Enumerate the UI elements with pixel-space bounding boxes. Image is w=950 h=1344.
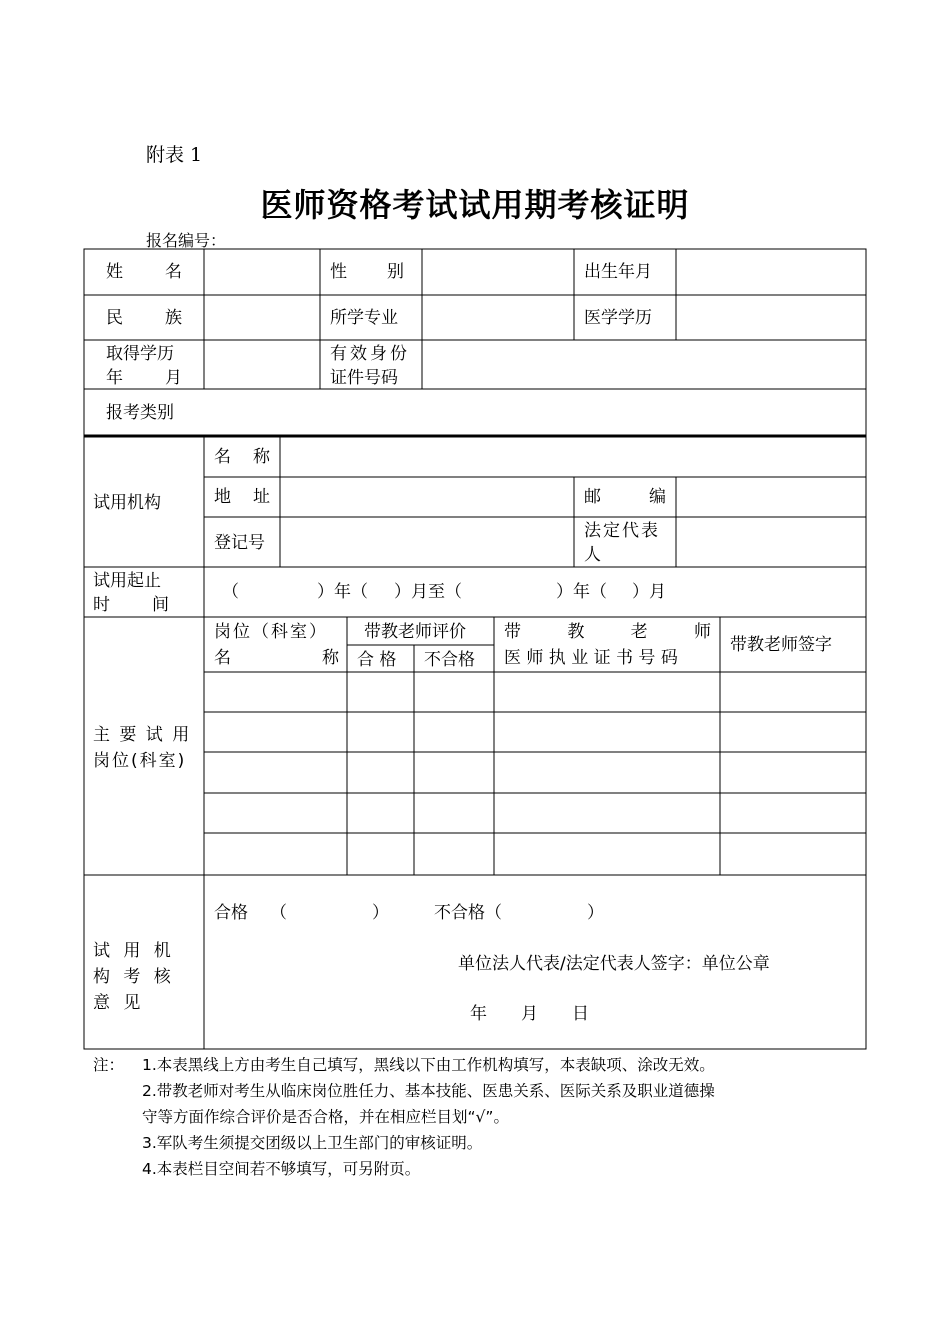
note-item: 4.本表栏目空间若不够填写，可另附页。 (142, 1160, 421, 1178)
education-date-label-line1: 取得学历 (106, 344, 174, 364)
exam-category-field[interactable] (206, 391, 864, 434)
note-item: 守等方面作综合评价是否合格，并在相应栏目划“√”。 (142, 1108, 509, 1126)
main-posts-label: 主 要 试 用 岗位(科室) (93, 725, 192, 771)
institution-name-field[interactable] (282, 439, 864, 475)
postcode-label: 邮 编 (584, 487, 666, 507)
institution-address-label: 地 址 (214, 487, 270, 507)
fail-column-header: 不合格 (424, 650, 475, 670)
opinion-label: 试 用 机 构 考 核 意 见 (93, 941, 175, 1013)
note-item: 3.军队考生须提交团级以上卫生部门的审核证明。 (142, 1134, 483, 1152)
education-date-field[interactable] (206, 342, 318, 387)
major-label: 所学专业 (330, 308, 398, 328)
gender-field[interactable] (424, 252, 572, 292)
note-item: 2.带教老师对考生从临床岗位胜任力、基本技能、医患关系、医际关系及职业道德操 (142, 1082, 715, 1100)
signature-stamp-label: 单位法人代表/法定代表人签字：单位公章 (458, 954, 770, 974)
teacher-signature-header: 带教老师签字 (730, 635, 832, 655)
attachment-label: 附表 1 (146, 144, 203, 166)
birth-date-label: 出生年月 (584, 262, 652, 282)
id-number-label-line2: 证件号码 (330, 368, 398, 388)
institution-address-field[interactable] (282, 479, 572, 515)
ethnicity-field[interactable] (206, 297, 318, 338)
institution-label: 试用机构 (93, 493, 161, 513)
ethnicity-label: 民 族 (106, 308, 182, 328)
legal-representative-label: 法定代表人 (584, 521, 660, 565)
id-number-field[interactable] (424, 342, 864, 387)
registration-field[interactable] (282, 519, 572, 565)
period-label-line2: 时 间 (93, 595, 169, 615)
registration-number-label: 报名编号： (146, 231, 227, 250)
pass-checkbox[interactable]: （ ） (270, 903, 389, 923)
id-number-label-line1: 有效身份 (330, 344, 410, 364)
period-text-4: ）年（ (556, 582, 607, 602)
cert-column-header-line2: 医 师 执 业 证 书 号 码 (504, 648, 678, 668)
note-item: 1.本表黑线上方由考生自己填写，黑线以下由工作机构填写，本表缺项、涂改无效。 (142, 1056, 715, 1074)
teacher-eval-header: 带教老师评价 (364, 622, 466, 642)
period-text-2: ）年（ (317, 582, 368, 602)
date-label: 年 月 日 (470, 1004, 589, 1024)
name-label: 姓 名 (106, 262, 182, 282)
fail-option[interactable]: 不合格（ ） (434, 903, 604, 923)
education-date-label-line2: 年 月 (106, 368, 182, 388)
page-title: 医师资格考试试用期考核证明 (260, 186, 690, 224)
post-column-header-line1: 岗位（科室） (214, 622, 328, 642)
name-field[interactable] (206, 252, 318, 292)
notes-label: 注： (93, 1056, 125, 1074)
legal-representative-field[interactable] (678, 519, 864, 565)
period-text-1: （ (222, 582, 239, 602)
institution-name-label: 名 称 (214, 447, 270, 467)
period-label-line1: 试用起止 (93, 571, 161, 591)
major-field[interactable] (424, 297, 572, 338)
cert-column-header-line1: 带 教 老 师 (504, 622, 711, 642)
postcode-field[interactable] (678, 479, 864, 515)
exam-category-label: 报考类别 (106, 403, 174, 423)
education-label: 医学学历 (584, 308, 652, 328)
post-column-header-line2: 名 称 (214, 648, 339, 668)
pass-column-header: 合 格 (357, 650, 397, 670)
education-field[interactable] (678, 297, 864, 338)
registration-label: 登记号 (214, 533, 265, 553)
birth-date-field[interactable] (678, 252, 864, 292)
period-text-5: ）月 (632, 582, 666, 602)
pass-option[interactable]: 合格 (214, 903, 248, 923)
gender-label: 性 别 (330, 262, 404, 282)
period-text-3: ）月至（ (394, 582, 462, 602)
